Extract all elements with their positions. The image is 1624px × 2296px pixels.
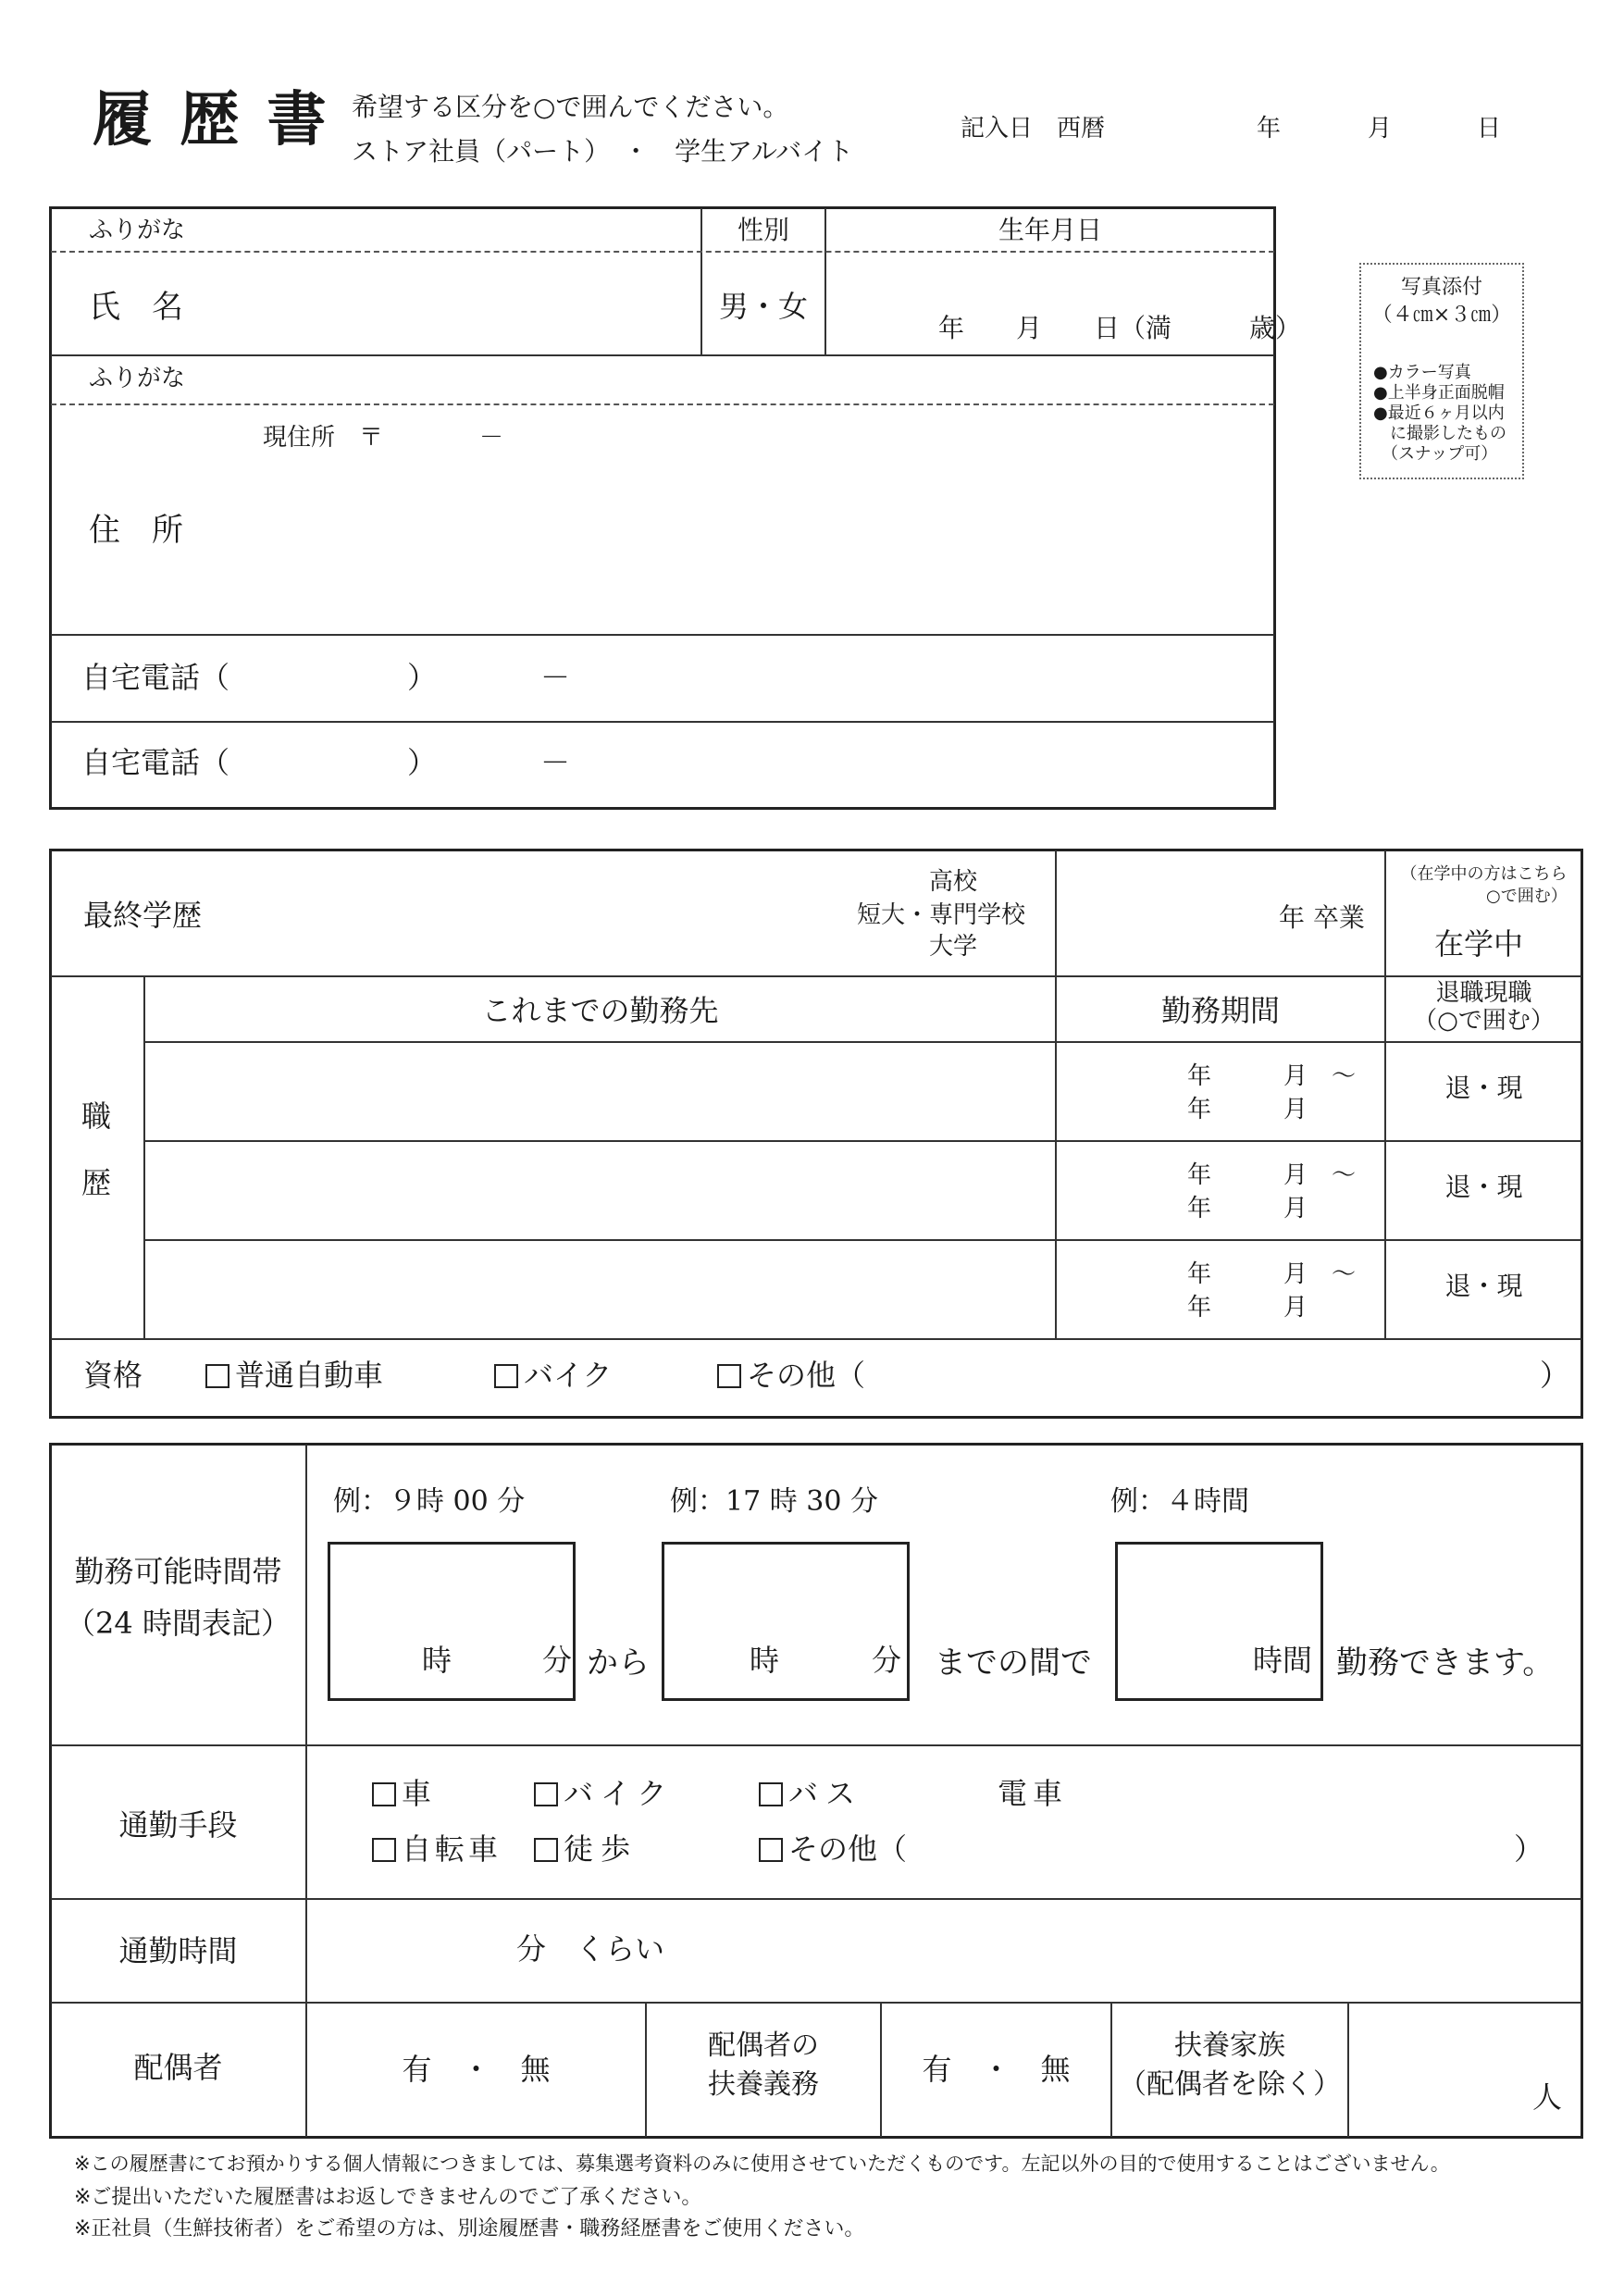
checkbox[interactable]: [717, 1364, 741, 1388]
photo-note: に撮影したもの: [1373, 424, 1506, 443]
enrolled-note: （在学中の方はこちら: [1400, 864, 1568, 884]
commute-walk-label: 徒歩: [564, 1831, 638, 1867]
school-option-college[interactable]: 短大・専門学校: [857, 901, 1026, 929]
qualification-other-label: その他（: [747, 1358, 866, 1393]
employer-header: これまでの勤務先: [481, 993, 719, 1028]
divider: [51, 403, 1274, 405]
divider: [1055, 850, 1057, 1338]
dependents-unit: 人: [1532, 2079, 1563, 2115]
commute-bus-label: バス: [788, 1776, 863, 1811]
commute-bicycle-label: 自転車: [402, 1831, 502, 1867]
divider: [143, 977, 145, 1338]
spouse-value[interactable]: 有 ・ 無: [402, 2052, 551, 2087]
commute-bus[interactable]: [759, 1776, 863, 1811]
commute-car[interactable]: [372, 1776, 432, 1811]
divider: [143, 1239, 1581, 1241]
qualification-car[interactable]: [205, 1358, 384, 1393]
end-hour-unit: 時: [750, 1643, 780, 1678]
divider: [51, 2002, 1581, 2004]
example-start: 例：９時 00 分: [333, 1485, 526, 1518]
until-label: までの間で: [935, 1644, 1092, 1682]
footnote: ※ご提出いただいた履歴書はお返しできませんのでご了承ください。: [74, 2186, 702, 2209]
status-option[interactable]: 退・現: [1444, 1172, 1523, 1202]
entry-date-day[interactable]: 日: [1477, 115, 1502, 143]
commute-bike[interactable]: [534, 1776, 675, 1811]
commute-bike-label: バイク: [564, 1776, 675, 1811]
divider: [51, 634, 1274, 636]
commute-time-label: 通勤時間: [118, 1933, 238, 1968]
employer-input[interactable]: [148, 1244, 1050, 1334]
entry-date-label: 記入日 西暦: [961, 115, 1106, 143]
qualification-other-close: ）: [1540, 1358, 1570, 1393]
commute-train[interactable]: 電車: [998, 1776, 1069, 1811]
name-input[interactable]: [241, 259, 694, 347]
address-label: 住 所: [89, 512, 183, 549]
checkbox[interactable]: [372, 1782, 396, 1806]
commute-time-value[interactable]: 分 くらい: [516, 1931, 665, 1967]
checkbox[interactable]: [534, 1782, 558, 1806]
spouse-support-label: 扶養義務: [708, 2068, 819, 2101]
commute-car-label: 車: [402, 1776, 432, 1811]
example-duration: 例：４時間: [1110, 1485, 1249, 1518]
divider: [1110, 2004, 1112, 2137]
checkbox[interactable]: [759, 1782, 783, 1806]
divider: [51, 1898, 1581, 1900]
gender-label: 性別: [737, 215, 789, 245]
period-from[interactable]: 年 月 ～: [1187, 1260, 1357, 1288]
page-title: 履 歴 書: [93, 85, 330, 155]
name-label: 氏 名: [89, 289, 183, 326]
divider: [51, 721, 1274, 723]
period-to[interactable]: 年 月: [1187, 1294, 1308, 1322]
photo-note: ●最近６ヶ月以内: [1373, 403, 1505, 423]
period-to[interactable]: 年 月: [1187, 1195, 1308, 1222]
entry-date-year[interactable]: 年: [1257, 115, 1282, 143]
can-work-label: 勤務できます。: [1336, 1644, 1555, 1682]
school-option-university[interactable]: 大学: [928, 933, 977, 961]
checkbox[interactable]: [205, 1364, 229, 1388]
qualification-car-label: 普通自動車: [235, 1358, 384, 1393]
qualifications-label: 資格: [83, 1358, 143, 1393]
photo-note: ●上半身正面脱帽: [1373, 383, 1505, 403]
dependents-label: （配偶者を除く）: [1119, 2068, 1341, 2101]
career-label: 職: [81, 1098, 112, 1134]
footnote: ※正社員（生鮮技術者）をご希望の方は、別途履歴書・職務経歴書をご使用ください。: [74, 2217, 865, 2240]
dependents-label: 扶養家族: [1174, 2029, 1285, 2062]
employer-input[interactable]: [148, 1046, 1050, 1136]
period-to[interactable]: 年 月: [1187, 1096, 1308, 1123]
category-options[interactable]: ストア社員（パート） ・ 学生アルバイト: [352, 136, 854, 167]
work-hours-label: （24 時間表記）: [66, 1606, 291, 1641]
birthdate-label: 生年月日: [998, 215, 1102, 245]
spouse-support-value[interactable]: 有 ・ 無: [922, 2052, 1071, 2087]
career-label: 歴: [81, 1165, 112, 1200]
current-address-postal[interactable]: 現住所 〒 －: [263, 424, 504, 452]
status-option[interactable]: 退・現: [1444, 1271, 1523, 1301]
divider: [51, 1744, 1581, 1746]
divider: [1347, 2004, 1349, 2137]
qualification-bike[interactable]: [494, 1358, 613, 1393]
qualification-bike-label: バイク: [524, 1358, 613, 1393]
divider: [51, 975, 1581, 977]
commute-other-label: その他（: [788, 1831, 908, 1867]
footnote: ※この履歴書にてお預かりする個人情報につきましては、募集選考資料のみに使用させていただくものです。左記以外の目的で使用することはございません。: [74, 2153, 1450, 2175]
duration-hours-unit: 時間: [1253, 1643, 1313, 1678]
checkbox[interactable]: [372, 1838, 396, 1862]
status-option[interactable]: 退・現: [1444, 1073, 1523, 1103]
qualification-other[interactable]: [717, 1358, 866, 1393]
work-hours-label: 勤務可能時間帯: [74, 1554, 282, 1589]
home-phone-1[interactable]: 自宅電話（ ） －: [81, 660, 571, 695]
enrolled-option[interactable]: 在学中: [1434, 926, 1524, 962]
commute-other[interactable]: [759, 1831, 908, 1867]
spouse-label: 配偶者: [133, 2050, 223, 2085]
education-label: 最終学歴: [83, 898, 203, 933]
example-end: 例：17 時 30 分: [670, 1485, 878, 1518]
status-header: （○で囲む）: [1413, 1007, 1555, 1035]
category-instruction: 希望する区分を○で囲んでください。: [352, 92, 789, 122]
divider: [143, 1140, 1581, 1142]
school-option-high[interactable]: 高校: [928, 868, 977, 896]
start-minute-unit: 分: [542, 1643, 573, 1678]
divider: [645, 2004, 647, 2137]
furigana-label: ふりがな: [89, 217, 186, 244]
enrolled-note: ○で囲む）: [1486, 887, 1568, 906]
checkbox[interactable]: [759, 1838, 783, 1862]
graduation-year[interactable]: 年 卒業: [1279, 902, 1365, 933]
period-header: 勤務期間: [1160, 993, 1280, 1028]
start-hour-unit: 時: [422, 1643, 452, 1678]
from-label: から: [587, 1644, 650, 1682]
status-header: 退職現職: [1435, 979, 1532, 1007]
end-minute-unit: 分: [872, 1643, 902, 1678]
commute-label: 通勤手段: [118, 1807, 238, 1843]
entry-date-month[interactable]: 月: [1368, 115, 1393, 143]
birthdate-value[interactable]: 年 月 日（満 歳）: [938, 313, 1302, 343]
divider: [305, 1445, 307, 2137]
gender-value[interactable]: 男・女: [718, 289, 808, 324]
address-input[interactable]: [241, 472, 1258, 625]
period-from[interactable]: 年 月 ～: [1187, 1161, 1357, 1189]
photo-note: ●カラー写真: [1373, 363, 1471, 382]
commute-bicycle[interactable]: [372, 1831, 502, 1867]
commute-walk[interactable]: [534, 1831, 638, 1867]
commute-other-close: ）: [1514, 1831, 1544, 1867]
furigana-label-address: ふりがな: [89, 365, 186, 392]
start-time-input[interactable]: [328, 1542, 576, 1701]
period-from[interactable]: 年 月 ～: [1187, 1062, 1357, 1090]
photo-note: （スナップ可）: [1373, 444, 1498, 464]
divider: [143, 1041, 1581, 1043]
spouse-support-label: 配偶者の: [708, 2029, 819, 2062]
employer-input[interactable]: [148, 1145, 1050, 1235]
photo-size: （４㎝×３㎝）: [1371, 304, 1512, 327]
checkbox[interactable]: [494, 1364, 518, 1388]
divider: [51, 251, 1274, 253]
home-phone-2[interactable]: 自宅電話（ ） －: [81, 745, 571, 780]
photo-title: 写真添付: [1400, 276, 1482, 299]
checkbox[interactable]: [534, 1838, 558, 1862]
divider: [51, 354, 1274, 356]
divider: [51, 1338, 1581, 1340]
